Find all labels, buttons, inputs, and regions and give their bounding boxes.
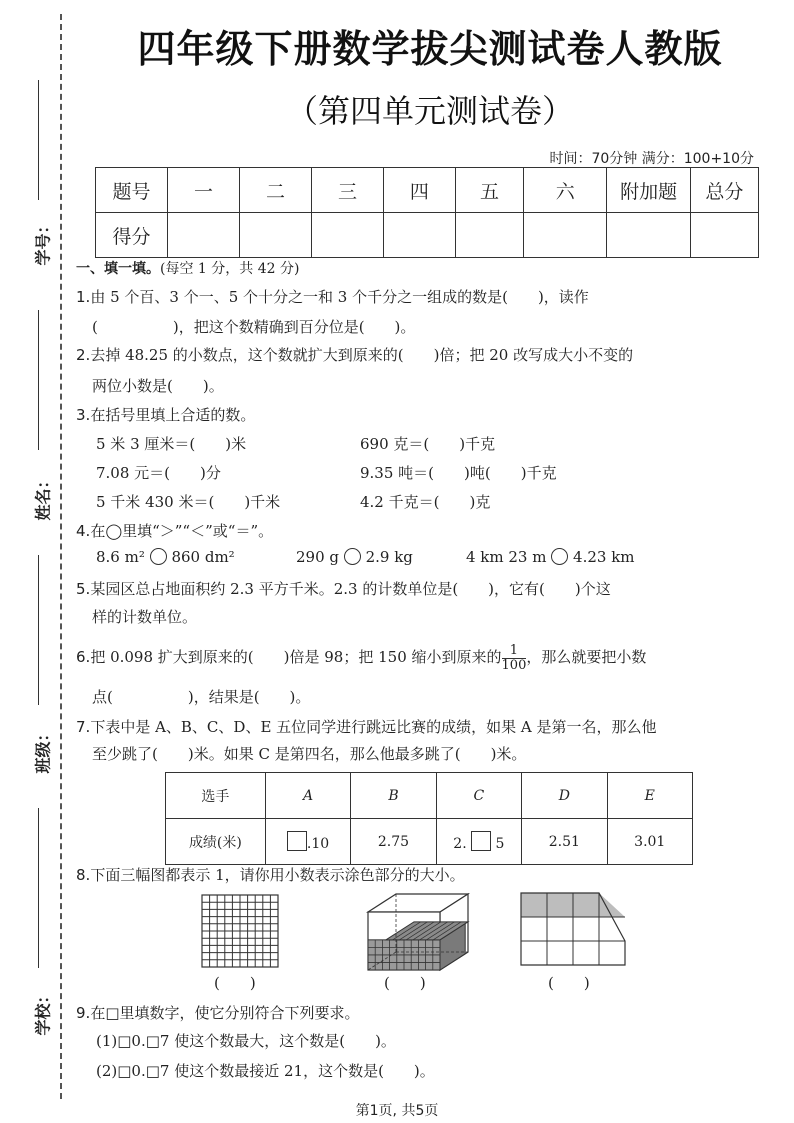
conversion-item: 4.2 千克＝( )克 — [360, 493, 491, 511]
question-2 — [76, 340, 736, 370]
fraction-denominator: 100 — [501, 657, 527, 673]
score-cell[interactable] — [239, 213, 311, 258]
jump-row-label: 成绩(米) — [166, 819, 266, 865]
jump-a-suffix: .10 — [306, 836, 330, 852]
jump-cell-d: 2.51 — [522, 819, 607, 865]
student-id-label: 学号： — [33, 217, 53, 266]
page-subtitle: （第四单元测试卷） — [285, 92, 574, 130]
long-jump-table — [165, 772, 693, 865]
score-header-cell: 四 — [383, 168, 455, 213]
question-9 — [76, 998, 736, 1028]
question-text: 下面三幅图都表示 1，请你用小数表示涂色部分的大小。 — [90, 866, 465, 884]
jump-c-prefix: 2. — [453, 836, 467, 852]
question-6-line-2: 点( )，结果是( )。 — [92, 688, 311, 706]
question-5-line-2: 样的计数单位。 — [92, 608, 198, 626]
question-text: 在括号里填上合适的数。 — [90, 406, 256, 424]
comparison-left: 290 g — [296, 548, 340, 566]
question-text-cont: ，那么就要把小数 — [526, 648, 647, 666]
conversion-item: 5 千米 430 米＝( )千米 — [96, 493, 281, 511]
hundred-grid-figure — [200, 893, 280, 969]
comparison-right: 2.9 kg — [365, 548, 413, 566]
jump-cell-b: 2.75 — [351, 819, 436, 865]
jump-c-suffix: 5 — [495, 836, 505, 852]
question-text: 把 0.098 扩大到原来的( )倍是 98；把 150 缩小到原来的 — [90, 648, 502, 666]
trapezoid-drawing — [521, 893, 625, 965]
question-number: 3. — [76, 406, 91, 424]
question-number: 8. — [76, 866, 91, 884]
comparison-circle[interactable] — [344, 548, 361, 565]
jump-header-cell: B — [351, 773, 436, 819]
trapezoid-figure — [519, 891, 631, 967]
jump-header-cell: A — [265, 773, 350, 819]
score-cell[interactable] — [383, 213, 455, 258]
question-text: 某园区总占地面积约 2.3 平方千米。2.3 的计数单位是( )，它有( )个这 — [90, 580, 611, 598]
question-number: 4. — [76, 522, 91, 540]
question-number: 6. — [76, 648, 91, 666]
score-cell[interactable] — [607, 213, 690, 258]
score-header-cell: 总分 — [690, 168, 758, 213]
question-6 — [76, 642, 736, 673]
score-header-cell: 一 — [167, 168, 239, 213]
score-cell[interactable] — [311, 213, 383, 258]
score-cell[interactable] — [167, 213, 239, 258]
score-cell[interactable] — [455, 213, 523, 258]
section-title: 一、填一填。 — [76, 261, 160, 277]
question-number: 9. — [76, 1004, 91, 1022]
comparison-right: 4.23 km — [573, 548, 635, 566]
question-1 — [76, 282, 736, 312]
comparison-left: 8.6 m² — [96, 548, 145, 566]
class-label: 班级： — [33, 725, 53, 774]
score-table-header-row — [96, 168, 759, 213]
name-label: 姓名： — [33, 472, 53, 521]
jump-cell-c — [436, 819, 521, 865]
school-label: 学校： — [33, 987, 53, 1036]
conversion-item: 7.08 元＝( )分 — [96, 464, 221, 482]
cube-drawing — [368, 894, 468, 970]
jump-header-cell: C — [436, 773, 521, 819]
jump-header-cell: D — [522, 773, 607, 819]
question-9-sub-2: (2)□0.□7 使这个数最接近 21，这个数是( )。 — [96, 1062, 435, 1080]
question-number: 1. — [76, 288, 91, 306]
score-header-cell: 题号 — [96, 168, 168, 213]
score-header-cell: 六 — [524, 168, 607, 213]
question-number: 7. — [76, 718, 91, 736]
score-cell[interactable] — [690, 213, 758, 258]
conversion-item: 690 克＝( )千克 — [360, 435, 496, 453]
answer-blank: ( ) — [214, 974, 256, 992]
score-table — [95, 167, 759, 258]
question-8 — [76, 860, 736, 890]
question-text: 由 5 个百、3 个一、5 个十分之一和 3 个千分之一组成的数是( )，读作 — [90, 288, 589, 306]
question-text: 下表中是 A、B、C、D、E 五位同学进行跳远比赛的成绩，如果 A 是第一名，那么他 — [90, 718, 657, 736]
question-number: 2. — [76, 346, 91, 364]
score-header-cell: 附加题 — [607, 168, 690, 213]
jump-table-header-row — [166, 773, 693, 819]
answer-blank: ( ) — [548, 974, 590, 992]
section-note: (每空 1 分，共 42 分) — [160, 261, 300, 277]
time-info: 时间：70分钟 满分：100+10分 — [549, 151, 754, 167]
conversion-item: 9.35 吨＝( )吨( )千克 — [360, 464, 557, 482]
question-9-sub-1: (1)□0.□7 使这个数最大，这个数是( )。 — [96, 1032, 396, 1050]
question-5 — [76, 574, 736, 604]
page-footer: 第1页, 共5页 — [355, 1103, 439, 1119]
fraction-numerator: 1 — [502, 644, 527, 659]
question-3 — [76, 400, 736, 430]
question-1-line-2: ( )，把这个数精确到百分位是( )。 — [92, 318, 416, 336]
comparison-item — [296, 548, 413, 566]
score-header-cell: 五 — [455, 168, 523, 213]
comparison-right: 860 dm² — [171, 548, 235, 566]
jump-table-score-row — [166, 819, 693, 865]
comparison-item — [96, 548, 235, 566]
score-table-score-row — [96, 213, 759, 258]
question-4 — [76, 516, 736, 546]
school-underline — [38, 808, 39, 968]
question-7 — [76, 712, 736, 742]
score-cell[interactable] — [524, 213, 607, 258]
answer-blank: ( ) — [384, 974, 426, 992]
score-header-cell: 二 — [239, 168, 311, 213]
page-title: 四年级下册数学拔尖测试卷人教版 — [137, 27, 723, 71]
jump-header-cell: E — [607, 773, 692, 819]
jump-header-cell: 选手 — [166, 773, 266, 819]
comparison-circle[interactable] — [551, 548, 568, 565]
fraction — [502, 644, 527, 673]
jump-cell-e: 3.01 — [607, 819, 692, 865]
question-text: 在◯里填“＞”“＜”或“＝”。 — [90, 522, 274, 540]
question-text: 在□里填数字，使它分别符合下列要求。 — [90, 1004, 360, 1022]
cube-figure — [364, 890, 472, 974]
conversion-item: 5 米 3 厘米＝( )米 — [96, 435, 247, 453]
question-text: 去掉 48.25 的小数点，这个数就扩大到原来的( )倍；把 20 改写成大小不变的 — [90, 346, 634, 364]
score-row-label: 得分 — [96, 213, 168, 258]
comparison-left: 4 km 23 m — [466, 548, 547, 566]
question-7-line-2: 至少跳了( )米。如果 C 是第四名，那么他最多跳了( )米。 — [92, 745, 527, 763]
comparison-circle[interactable] — [150, 548, 167, 565]
binding-dashed-line — [60, 14, 62, 1099]
name-underline — [38, 310, 39, 450]
blank-box[interactable] — [471, 831, 491, 851]
class-underline — [38, 555, 39, 705]
score-header-cell: 三 — [311, 168, 383, 213]
jump-cell-a — [265, 819, 350, 865]
grid-lines — [202, 895, 278, 967]
blank-box[interactable] — [287, 831, 307, 851]
comparison-item — [466, 548, 635, 566]
student-id-underline — [38, 80, 39, 200]
question-number: 5. — [76, 580, 91, 598]
section-heading — [76, 258, 299, 278]
question-2-line-2: 两位小数是( )。 — [92, 377, 224, 395]
